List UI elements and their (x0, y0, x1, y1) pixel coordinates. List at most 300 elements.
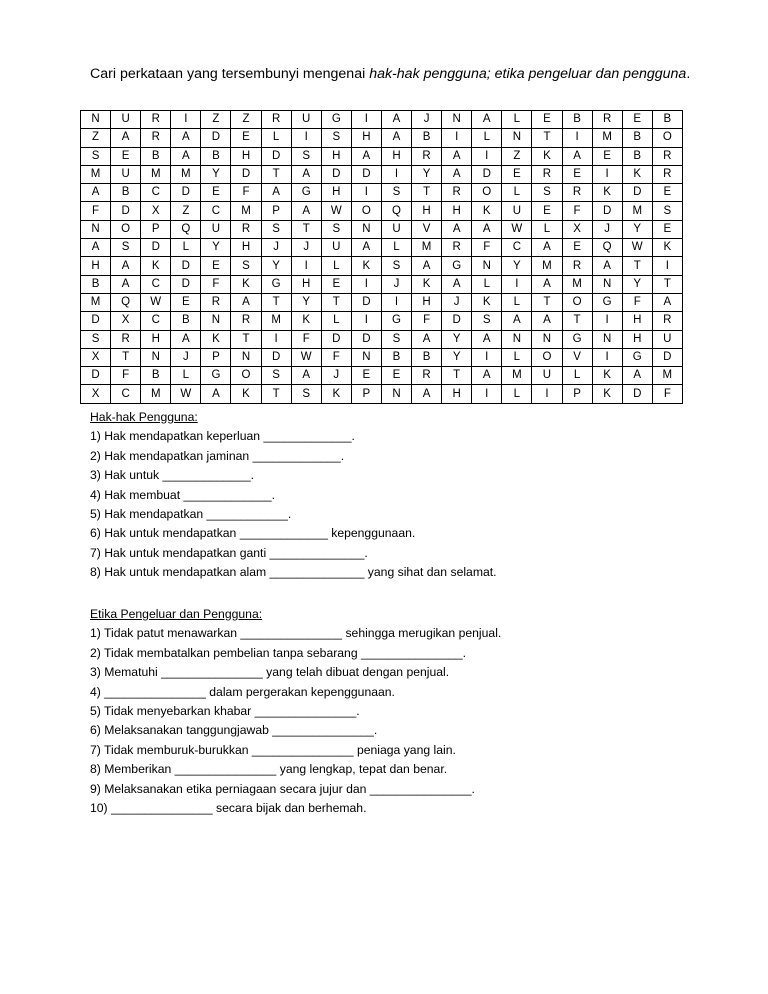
grid-cell: B (201, 147, 231, 165)
grid-cell: J (321, 367, 351, 385)
grid-cell: D (472, 165, 502, 183)
grid-cell: A (412, 330, 442, 348)
grid-cell: I (592, 312, 622, 330)
grid-cell: B (81, 275, 111, 293)
grid-cell: K (472, 293, 502, 311)
grid-cell: E (502, 165, 532, 183)
grid-cell: E (652, 220, 682, 238)
grid-cell: A (291, 165, 321, 183)
grid-cell: K (592, 184, 622, 202)
grid-cell: A (231, 293, 261, 311)
grid-cell: T (291, 220, 321, 238)
grid-cell: D (261, 348, 291, 366)
grid-cell: I (171, 111, 201, 129)
title-prefix: Cari perkataan yang tersembunyi mengenai (90, 66, 370, 82)
grid-cell: Y (502, 257, 532, 275)
word-search-grid (80, 110, 683, 404)
grid-cell: E (592, 147, 622, 165)
grid-cell: D (321, 330, 351, 348)
grid-cell: V (562, 348, 592, 366)
grid-cell: Y (291, 293, 321, 311)
hak-hak-item: 8) Hak untuk mendapatkan alam ______________ yang sihat dan selamat. (90, 565, 497, 580)
grid-cell: T (622, 257, 652, 275)
grid-cell: L (532, 220, 562, 238)
grid-cell: R (141, 129, 171, 147)
grid-cell: N (442, 111, 472, 129)
grid-cell: K (412, 275, 442, 293)
grid-cell: R (442, 184, 472, 202)
grid-cell: L (502, 293, 532, 311)
grid-row (81, 202, 683, 220)
grid-cell: R (592, 111, 622, 129)
grid-cell: I (261, 330, 291, 348)
grid-cell: E (351, 367, 381, 385)
grid-cell: M (652, 367, 682, 385)
grid-cell: D (351, 293, 381, 311)
title-suffix: . (686, 66, 691, 82)
grid-cell: B (622, 129, 652, 147)
grid-row (81, 275, 683, 293)
grid-cell: E (381, 367, 411, 385)
grid-cell: U (532, 367, 562, 385)
grid-row (81, 367, 683, 385)
hak-hak-item: 2) Hak mendapatkan jaminan _____________. (90, 448, 345, 463)
grid-cell: A (261, 184, 291, 202)
grid-cell: I (381, 165, 411, 183)
grid-cell: R (442, 239, 472, 257)
grid-cell: L (502, 184, 532, 202)
grid-cell: G (622, 348, 652, 366)
grid-cell: T (261, 293, 291, 311)
hak-hak-item: 4) Hak membuat _____________. (90, 487, 275, 502)
grid-cell: J (261, 239, 291, 257)
grid-cell: R (652, 312, 682, 330)
grid-cell: E (652, 184, 682, 202)
grid-cell: A (652, 293, 682, 311)
grid-cell: K (141, 257, 171, 275)
grid-cell: K (351, 257, 381, 275)
grid-cell: N (502, 129, 532, 147)
grid-cell: H (141, 330, 171, 348)
grid-cell: K (472, 202, 502, 220)
grid-cell: K (592, 367, 622, 385)
grid-cell: I (472, 348, 502, 366)
grid-cell: J (442, 293, 472, 311)
grid-cell: E (171, 293, 201, 311)
hak-hak-item: 3) Hak untuk _____________. (90, 468, 254, 483)
grid-cell: B (562, 111, 592, 129)
grid-cell: F (81, 202, 111, 220)
grid-cell: B (141, 147, 171, 165)
grid-cell: X (111, 312, 141, 330)
hak-hak-heading: Hak-hak Pengguna: (90, 410, 198, 424)
grid-cell: D (351, 165, 381, 183)
grid-cell: R (201, 293, 231, 311)
grid-cell: R (231, 220, 261, 238)
grid-cell: N (532, 330, 562, 348)
grid-cell: S (321, 220, 351, 238)
etika-heading: Etika Pengeluar dan Pengguna: (90, 607, 263, 621)
grid-cell: A (111, 129, 141, 147)
grid-cell: T (261, 165, 291, 183)
grid-cell: R (261, 111, 291, 129)
grid-cell: I (351, 184, 381, 202)
hak-hak-item: 7) Hak untuk mendapatkan ganti ______________. (90, 545, 368, 560)
grid-cell: F (652, 385, 682, 403)
grid-cell: B (171, 312, 201, 330)
grid-cell: Q (111, 293, 141, 311)
hak-hak-list (90, 427, 497, 582)
grid-cell: M (171, 165, 201, 183)
grid-cell: G (201, 367, 231, 385)
etika-item: 2) Tidak membatalkan pembelian tanpa sebarang _______________. (90, 645, 467, 660)
grid-cell: B (622, 147, 652, 165)
grid-cell: N (351, 348, 381, 366)
grid-cell: G (321, 111, 351, 129)
grid-cell: Z (171, 202, 201, 220)
grid-cell: B (141, 367, 171, 385)
grid-cell: N (472, 257, 502, 275)
grid-cell: P (201, 348, 231, 366)
grid-cell: A (442, 147, 472, 165)
grid-cell: D (81, 367, 111, 385)
grid-cell: K (291, 312, 321, 330)
grid-cell: E (201, 257, 231, 275)
grid-cell: O (111, 220, 141, 238)
grid-cell: L (261, 129, 291, 147)
grid-cell: H (381, 147, 411, 165)
grid-cell: R (532, 165, 562, 183)
grid-cell: R (562, 257, 592, 275)
grid-cell: S (111, 239, 141, 257)
grid-cell: D (171, 257, 201, 275)
grid-cell: L (472, 129, 502, 147)
grid-cell: E (562, 165, 592, 183)
etika-item: 8) Memberikan _______________ yang lengkap, tepat dan benar. (90, 762, 448, 777)
grid-cell: C (141, 275, 171, 293)
grid-cell: A (201, 385, 231, 403)
grid-cell: S (261, 367, 291, 385)
grid-cell: B (381, 348, 411, 366)
grid-cell: U (381, 220, 411, 238)
grid-cell: D (141, 239, 171, 257)
etika-item: 6) Melaksanakan tanggungjawab _______________. (90, 723, 378, 738)
grid-cell: J (171, 348, 201, 366)
grid-cell: A (81, 184, 111, 202)
grid-cell: A (412, 385, 442, 403)
grid-cell: X (562, 220, 592, 238)
grid-cell: N (81, 111, 111, 129)
grid-cell: Y (412, 165, 442, 183)
grid-cell: E (532, 202, 562, 220)
grid-cell: S (291, 385, 321, 403)
grid-cell: D (231, 165, 261, 183)
grid-cell: L (321, 257, 351, 275)
grid-cell: O (562, 293, 592, 311)
grid-cell: A (622, 367, 652, 385)
grid-cell: U (321, 239, 351, 257)
grid-cell: I (562, 129, 592, 147)
grid-cell: E (562, 239, 592, 257)
grid-cell: X (81, 385, 111, 403)
title-emphasis: hak-hak pengguna; etika pengeluar dan pengguna (369, 66, 687, 82)
grid-cell: N (231, 348, 261, 366)
grid-cell: F (291, 330, 321, 348)
grid-cell: M (502, 367, 532, 385)
grid-cell: S (291, 147, 321, 165)
grid-cell: U (652, 330, 682, 348)
grid-cell: X (141, 202, 171, 220)
etika-item: 10) _______________ secara bijak dan berhemah. (90, 800, 367, 815)
grid-cell: A (502, 312, 532, 330)
grid-cell: R (562, 184, 592, 202)
grid-cell: H (231, 147, 261, 165)
grid-row (81, 111, 683, 129)
etika-item: 7) Tidak memburuk-burukkan _______________ peniaga yang lain. (90, 742, 456, 757)
grid-cell: T (532, 129, 562, 147)
grid-cell: T (532, 293, 562, 311)
grid-cell: K (532, 147, 562, 165)
grid-cell: I (472, 147, 502, 165)
grid-cell: R (111, 330, 141, 348)
grid-row (81, 385, 683, 403)
grid-cell: O (532, 348, 562, 366)
grid-cell: I (472, 385, 502, 403)
grid-cell: A (442, 165, 472, 183)
grid-row (81, 239, 683, 257)
grid-cell: L (502, 348, 532, 366)
grid-cell: Y (261, 257, 291, 275)
grid-cell: Q (592, 239, 622, 257)
grid-cell: Z (231, 111, 261, 129)
grid-cell: I (532, 385, 562, 403)
grid-cell: P (141, 220, 171, 238)
grid-cell: I (502, 275, 532, 293)
grid-cell: H (81, 257, 111, 275)
grid-cell: D (81, 312, 111, 330)
grid-cell: C (141, 312, 171, 330)
grid-cell: A (111, 275, 141, 293)
grid-cell: Y (622, 275, 652, 293)
grid-cell: G (261, 275, 291, 293)
grid-cell: C (141, 184, 171, 202)
grid-row (81, 129, 683, 147)
grid-cell: E (532, 111, 562, 129)
grid-cell: Y (442, 330, 472, 348)
grid-cell: O (351, 202, 381, 220)
grid-cell: U (111, 165, 141, 183)
grid-cell: F (231, 184, 261, 202)
grid-cell: U (111, 111, 141, 129)
grid-cell: A (291, 202, 321, 220)
grid-cell: N (141, 348, 171, 366)
grid-cell: E (201, 184, 231, 202)
grid-cell: O (652, 129, 682, 147)
grid-cell: E (111, 147, 141, 165)
grid-cell: F (321, 348, 351, 366)
grid-cell: T (231, 330, 261, 348)
grid-cell: U (502, 202, 532, 220)
grid-cell: S (231, 257, 261, 275)
grid-row (81, 348, 683, 366)
grid-cell: I (592, 165, 622, 183)
grid-cell: S (381, 184, 411, 202)
grid-cell: A (351, 147, 381, 165)
hak-hak-item: 1) Hak mendapatkan keperluan _____________. (90, 429, 355, 444)
grid-cell: B (652, 111, 682, 129)
grid-cell: O (231, 367, 261, 385)
grid-row (81, 257, 683, 275)
grid-cell: M (81, 293, 111, 311)
grid-cell: F (201, 275, 231, 293)
grid-cell: F (111, 367, 141, 385)
worksheet-title (90, 66, 730, 82)
grid-cell: D (111, 202, 141, 220)
grid-cell: R (652, 147, 682, 165)
grid-cell: M (141, 385, 171, 403)
grid-cell: A (111, 257, 141, 275)
grid-cell: D (321, 165, 351, 183)
grid-cell: N (351, 220, 381, 238)
grid-cell: P (562, 385, 592, 403)
grid-cell: D (171, 275, 201, 293)
grid-row (81, 165, 683, 183)
grid-cell: C (502, 239, 532, 257)
grid-cell: M (532, 257, 562, 275)
grid-cell: H (622, 312, 652, 330)
grid-cell: I (291, 257, 321, 275)
grid-cell: H (351, 129, 381, 147)
grid-cell: T (111, 348, 141, 366)
grid-cell: M (231, 202, 261, 220)
grid-cell: M (412, 239, 442, 257)
grid-cell: M (81, 165, 111, 183)
grid-cell: A (442, 275, 472, 293)
grid-cell: G (562, 330, 592, 348)
grid-cell: W (171, 385, 201, 403)
grid-cell: W (321, 202, 351, 220)
grid-cell: V (412, 220, 442, 238)
grid-cell: E (622, 111, 652, 129)
grid-cell: S (261, 220, 291, 238)
grid-cell: N (592, 330, 622, 348)
grid-cell: K (622, 165, 652, 183)
grid-cell: W (291, 348, 321, 366)
etika-item: 4) _______________ dalam pergerakan kepenggunaan. (90, 684, 395, 699)
grid-cell: S (532, 184, 562, 202)
grid-cell: H (321, 147, 351, 165)
grid-cell: F (412, 312, 442, 330)
grid-cell: K (231, 385, 261, 403)
hak-hak-item: 5) Hak mendapatkan ____________. (90, 506, 292, 521)
grid-cell: Q (171, 220, 201, 238)
grid-cell: I (652, 257, 682, 275)
grid-cell: C (201, 202, 231, 220)
grid-cell: D (652, 348, 682, 366)
grid-cell: M (141, 165, 171, 183)
grid-cell: G (381, 312, 411, 330)
grid-cell: T (321, 293, 351, 311)
grid-cell: L (171, 239, 201, 257)
grid-cell: L (381, 239, 411, 257)
grid-cell: Y (201, 239, 231, 257)
grid-cell: A (532, 312, 562, 330)
grid-cell: D (261, 147, 291, 165)
grid-cell: T (652, 275, 682, 293)
grid-cell: A (592, 257, 622, 275)
grid-cell: O (472, 184, 502, 202)
grid-cell: N (502, 330, 532, 348)
grid-cell: I (351, 275, 381, 293)
grid-cell: Z (502, 147, 532, 165)
grid-cell: T (261, 385, 291, 403)
grid-cell: W (502, 220, 532, 238)
grid-cell: I (291, 129, 321, 147)
grid-cell: A (412, 257, 442, 275)
grid-cell: H (231, 239, 261, 257)
grid-cell: R (231, 312, 261, 330)
grid-cell: H (321, 184, 351, 202)
grid-cell: A (472, 367, 502, 385)
grid-cell: R (412, 367, 442, 385)
grid-cell: A (381, 111, 411, 129)
grid-cell: L (502, 111, 532, 129)
grid-cell: H (412, 293, 442, 311)
grid-cell: H (412, 202, 442, 220)
grid-cell: B (412, 129, 442, 147)
grid-cell: G (442, 257, 472, 275)
grid-row (81, 330, 683, 348)
grid-cell: D (622, 184, 652, 202)
grid-cell: S (472, 312, 502, 330)
grid-cell: I (442, 129, 472, 147)
grid-cell: D (351, 330, 381, 348)
grid-cell: Y (201, 165, 231, 183)
grid-cell: K (231, 275, 261, 293)
grid-cell: A (171, 147, 201, 165)
grid-cell: A (532, 275, 562, 293)
grid-cell: F (622, 293, 652, 311)
grid-row (81, 184, 683, 202)
grid-cell: Y (442, 348, 472, 366)
grid-cell: Q (381, 202, 411, 220)
grid-cell: X (81, 348, 111, 366)
grid-cell: R (652, 165, 682, 183)
etika-item: 5) Tidak menyebarkan khabar _______________. (90, 703, 360, 718)
grid-cell: A (291, 367, 321, 385)
grid-cell: A (472, 330, 502, 348)
grid-cell: A (472, 220, 502, 238)
grid-cell: P (261, 202, 291, 220)
grid-cell: N (592, 275, 622, 293)
grid-cell: A (381, 129, 411, 147)
grid-cell: J (592, 220, 622, 238)
grid-row (81, 220, 683, 238)
grid-cell: J (291, 239, 321, 257)
grid-cell: I (351, 111, 381, 129)
grid-cell: D (592, 202, 622, 220)
grid-cell: T (442, 367, 472, 385)
grid-row (81, 147, 683, 165)
grid-cell: E (231, 129, 261, 147)
grid-row (81, 293, 683, 311)
grid-cell: F (562, 202, 592, 220)
grid-cell: H (622, 330, 652, 348)
grid-cell: S (81, 147, 111, 165)
grid-cell: H (291, 275, 321, 293)
grid-cell: H (442, 202, 472, 220)
grid-cell: D (171, 184, 201, 202)
